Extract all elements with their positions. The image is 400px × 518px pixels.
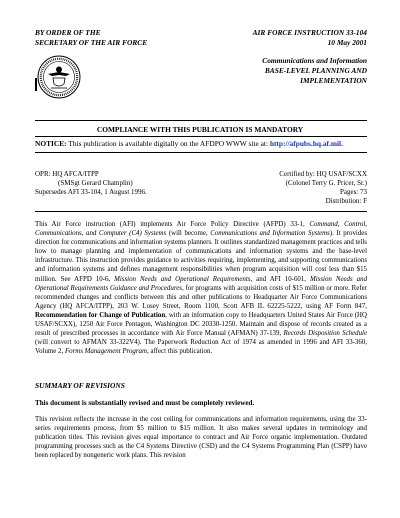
body-italic-run: Records Disposition Schedule — [283, 330, 367, 338]
issuing-authority-line1: BY ORDER OF THE — [35, 28, 101, 37]
publication-category: Communications and Information — [262, 56, 367, 65]
notice-url-link[interactable]: http://afpubs.hq.af.mil. — [269, 139, 343, 148]
margin-bar — [35, 78, 37, 91]
body-italic-run: Mission Needs and Operational Requirements — [114, 275, 251, 283]
body-text-run: , and AFI 10-601, — [250, 275, 311, 283]
divider-body — [35, 211, 367, 212]
supersedes: Supersedes AFI 33-104, 1 August 1996. — [35, 188, 147, 196]
purpose-paragraph — [35, 220, 367, 362]
divider-compliance — [35, 136, 367, 137]
distribution: Distribution: F — [325, 197, 367, 205]
summary-heading: SUMMARY OF REVISIONS — [35, 381, 125, 390]
body-text-run: (will become, — [166, 230, 211, 238]
publication-identity — [253, 28, 367, 86]
publication-date: 10 May 2001 — [327, 38, 367, 47]
body-italic-run: Forms Management Program — [64, 348, 147, 356]
body-text-run: (will convert to AFMAN 33-322V4). The Paperwork Reduction Act of 1974 as amended in 1996 and AFI 33-360, Volume 2, — [35, 339, 367, 356]
opr-block — [35, 170, 147, 197]
revisions-paragraph — [35, 415, 367, 460]
revised-notice: This document is substantially revised and must be completely reviewed. — [35, 399, 255, 407]
body-italic-run: Mission Needs and Operational Requirements Guidance and Procedures — [35, 275, 368, 292]
divider-notice — [35, 152, 367, 153]
divider-top — [35, 120, 367, 121]
compliance-statement: COMPLIANCE WITH THIS PUBLICATION IS MANDATORY — [96, 125, 304, 134]
body-text-run: , for programs with acquisition costs of $15 million or more. Refer recommended changes and conflicts between this and other publications to Headquarter Air Force Communications Agency (HQ AFCA/ITPP), 203 W. Losey Street, Room 1100, Scott AFB IL 62225-5222, using AF Form 847, — [35, 284, 367, 310]
publication-title-line1: BASE-LEVEL PLANNING AND — [264, 66, 367, 75]
body-text-run: , affect this publication. — [146, 348, 213, 356]
notice-line — [35, 139, 343, 149]
body-italic-run: Command, Control, Communications, and Computer (C4) Systems — [35, 221, 367, 238]
issuing-authority-line2: SECRETARY OF THE AIR FORCE — [35, 38, 148, 47]
issuing-authority — [35, 28, 147, 48]
body-text-run: This Air Force instruction (AFI) implements Air Force Policy Directive (AFPD) 33-1, — [35, 221, 310, 228]
publication-number: AIR FORCE INSTRUCTION 33-104 — [252, 28, 367, 37]
page-count: Pages: 73 — [339, 188, 367, 196]
publication-title-line2: IMPLEMENTATION — [300, 76, 367, 85]
notice-label: NOTICE: — [35, 139, 67, 148]
body-text-run: ). It provides direction for communications and information systems planners. It outlines standardized management practices and tells how to manage planning and implementation of communications and information systems and the base-level infrastructure. This instruction provides guidance to activities requiring, implementing, and supporting communications and information systems and defines management responsibilities when program acquisition will cost less than $15 million. See AFPD 10-6, — [35, 230, 368, 283]
purpose-text — [35, 220, 367, 356]
revisions-text: This revision reflects the increase in the cost ceiling for communications and information requirements, using the 33-series requirements process, from $5 million to $15 million. It also makes several updates in terminology and publication titles. This revision gives equal importance to contract and Air Force organic implementation. Outdated programming processes such as the C4 Systems Directive (CSD) and the C4 Systems Programming Plan (CSPP) have been replaced by nongeneric work plans. This revision — [35, 416, 367, 460]
certified-by: Certified by: HQ USAF/SCXX — [279, 170, 367, 178]
opr-office: OPR: HQ AFCA/ITPP — [35, 170, 99, 178]
body-text-run: , with an information copy to Headquarters United States Air Force (HQ USAF/SCXX), 1250 Air Force Pentagon, Washington DC 20330-1250. Maintain and dispose of records created as a result of prescribed processes in accordance with Air Force Manual (AFMAN) 37-139, — [35, 311, 367, 338]
certifier-name: (Colonel Terry G. Pricer, Sr.) — [285, 179, 367, 187]
body-bold-run: Recommendation for Change of Publication — [35, 311, 166, 319]
air-force-seal-icon — [37, 55, 81, 99]
opr-contact: (SMSgt Gerard Champlin) — [58, 179, 133, 187]
certification-block — [279, 170, 367, 206]
body-italic-run: Communications and Information Systems — [210, 230, 330, 238]
notice-text: This publication is available digitally on the AFDPO WWW site at: — [66, 139, 270, 148]
